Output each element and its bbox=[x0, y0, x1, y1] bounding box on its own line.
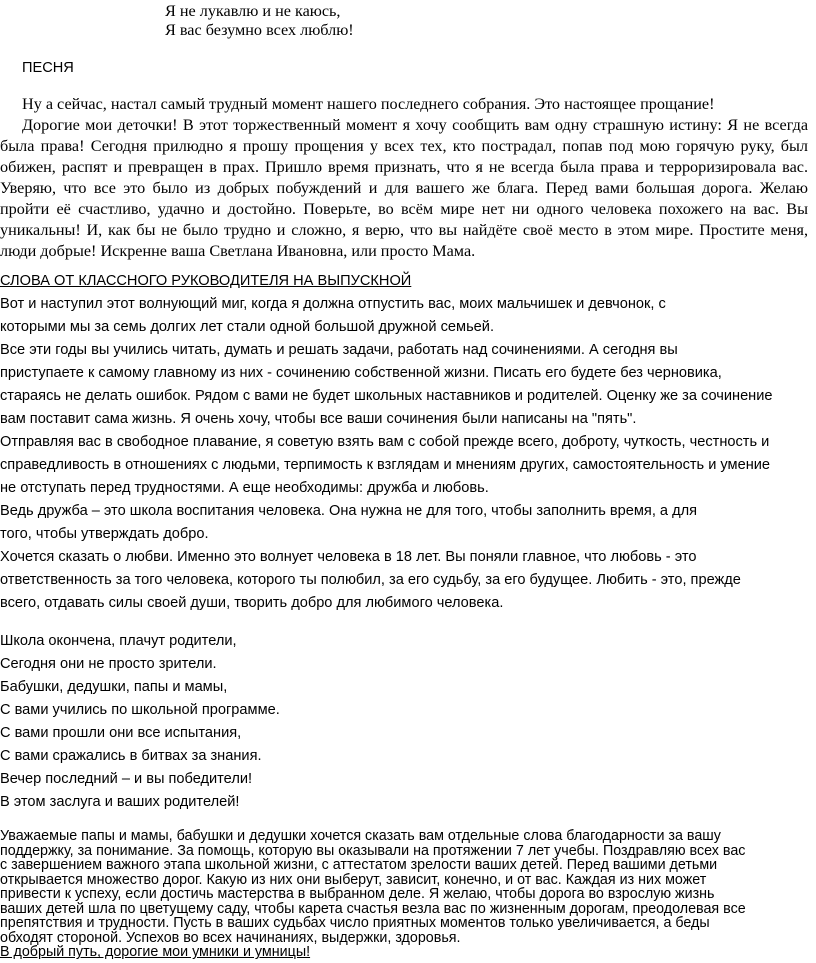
parents-line-8: обходят стороной. Успехов во всех начинаниях, выдержки, здоровья. bbox=[0, 929, 461, 946]
poem2-line-7: Вечер последний – и вы победители! bbox=[0, 771, 253, 787]
farewell-line-5: Уверяю, что все это было из добрых побуждений и для вашего же блага. Перед вами большая дорога. Желаю bbox=[0, 179, 808, 197]
poem2-line-1: Школа окончена, плачут родители, bbox=[0, 633, 237, 649]
teacher-line-13: ответственность за того человека, которого ты полюбил, за его судьбу, за его будущее. Любить - это, прежде bbox=[0, 572, 741, 588]
farewell-line-6: пройти её счастливо, удачно и достойно. Поверьте, во всём мире нет ни одного человека похожего на вас. Вы bbox=[0, 200, 808, 218]
closing-line: В добрый путь, дорогие мои умники и умницы! bbox=[0, 944, 311, 961]
parents-line-7: препятствия и трудности. Пусть в ваших судьбах число приятных моментов только увеличивается, а беды bbox=[0, 915, 710, 932]
poem2-line-8: В этом заслуга и ваших родителей! bbox=[0, 794, 240, 810]
poem2-line-2: Сегодня они не просто зрители. bbox=[0, 656, 217, 672]
farewell-line-3: была права! Сегодня прилюдно я прошу прощения у всех тех, кто пострадал, попав под мою горячую руку, был bbox=[0, 137, 808, 155]
teacher-line-4: приступаете к самому главному из них - сочинению собственной жизни. Писать его будете без черновика, bbox=[0, 365, 722, 381]
poem2-line-5: С вами прошли они все испытания, bbox=[0, 725, 242, 741]
parents-line-3: с завершением важного этапа школьной жизни, с аттестатом зрелости ваших детей. Перед вашими детьми bbox=[0, 857, 718, 874]
section-heading: СЛОВА ОТ КЛАССНОГО РУКОВОДИТЕЛЯ НА ВЫПУСКНОЙ bbox=[0, 273, 412, 289]
farewell-line-1: Ну а сейчас, настал самый трудный момент нашего последнего собрания. Это настоящее прощание! bbox=[22, 95, 715, 113]
parents-line-6: ваших детей шла по цветущему саду, чтобы карета счастья везла вас по жизненным дорогам, преодолевая все bbox=[0, 900, 746, 917]
poem-top-line-2: Я вас безумно всех люблю! bbox=[165, 21, 354, 39]
teacher-line-11: того, чтобы утверждать добро. bbox=[0, 526, 209, 542]
teacher-line-8: справедливость в отношениях с людьми, терпимость к взглядам и мнениям других, самостоятельность и умение bbox=[0, 457, 771, 473]
poem-top-line-1: Я не лукавлю и не каюсь, bbox=[165, 2, 341, 20]
teacher-line-9: не отступать перед трудностями. А еще необходимы: дружба и любовь. bbox=[0, 480, 489, 496]
teacher-line-12: Хочется сказать о любви. Именно это волнует человека в 18 лет. Вы поняли главное, что любовь - это bbox=[0, 549, 697, 565]
poem2-line-3: Бабушки, дедушки, папы и мамы, bbox=[0, 679, 228, 695]
teacher-line-1: Вот и наступил этот волнующий миг, когда я должна отпустить вас, моих мальчишек и девчонок, с bbox=[0, 296, 666, 312]
teacher-line-7: Отправляя вас в свободное плавание, я советую взять вам с собой прежде всего, доброту, чуткость, честность и bbox=[0, 434, 770, 450]
song-title: ПЕСНЯ bbox=[22, 60, 74, 76]
parents-line-2: поддержку, за понимание. За помощь, которую вы оказывали на протяжении 7 лет учебы. Поздравляю всех вас bbox=[0, 842, 746, 859]
teacher-line-6: вам поставит сама жизнь. Я очень хочу, чтобы все ваши сочинения были написаны на "пять". bbox=[0, 411, 637, 427]
teacher-line-10: Ведь дружба – это школа воспитания человека. Она нужна не для того, чтобы заполнить время, а для bbox=[0, 503, 698, 519]
parents-line-1: Уважаемые папы и мамы, бабушки и дедушки хочется сказать вам отдельные слова благодарности за вашу bbox=[0, 828, 721, 844]
teacher-line-14: всего, отдавать силы своей души, творить добро для любимого человека. bbox=[0, 595, 504, 611]
teacher-line-2: которыми мы за семь долгих лет стали одной большой дружной семьей. bbox=[0, 319, 495, 335]
poem2-line-6: С вами сражались в битвах за знания. bbox=[0, 748, 262, 764]
parents-line-4: открывается множество дорог. Какую из них они выберут, зависит, конечно, и от вас. Каждая из них может bbox=[0, 871, 707, 888]
parents-line-5: привести к успеху, если достичь мастерства в выбранном деле. Я желаю, чтобы дорога во взрослую жизнь bbox=[0, 886, 715, 903]
teacher-line-3: Все эти годы вы учились читать, думать и решать задачи, работать над сочинениями. А сегодня вы bbox=[0, 342, 678, 358]
farewell-line-8: люди добрые! Искренне ваша Светлана Ивановна, или просто Мама. bbox=[0, 242, 476, 260]
teacher-line-5: стараясь не делать ошибок. Рядом с вами не будет школьных наставников и родителей. Оценку же за сочинение bbox=[0, 388, 773, 404]
farewell-line-4: обижен, распят и превращен в прах. Пришло время признать, что я не всегда была права и терроризировала вас. bbox=[0, 158, 808, 176]
farewell-line-2: Дорогие мои деточки! В этот торжественный момент я хочу сообщить вам одну страшную истину: Я не всегда bbox=[22, 116, 808, 134]
poem2-line-4: С вами учились по школьной программе. bbox=[0, 702, 280, 718]
farewell-line-7: уникальны! И, как бы не было трудно и сложно, я верю, что вы найдёте своё место в этом мире. Простите меня, bbox=[0, 221, 808, 239]
